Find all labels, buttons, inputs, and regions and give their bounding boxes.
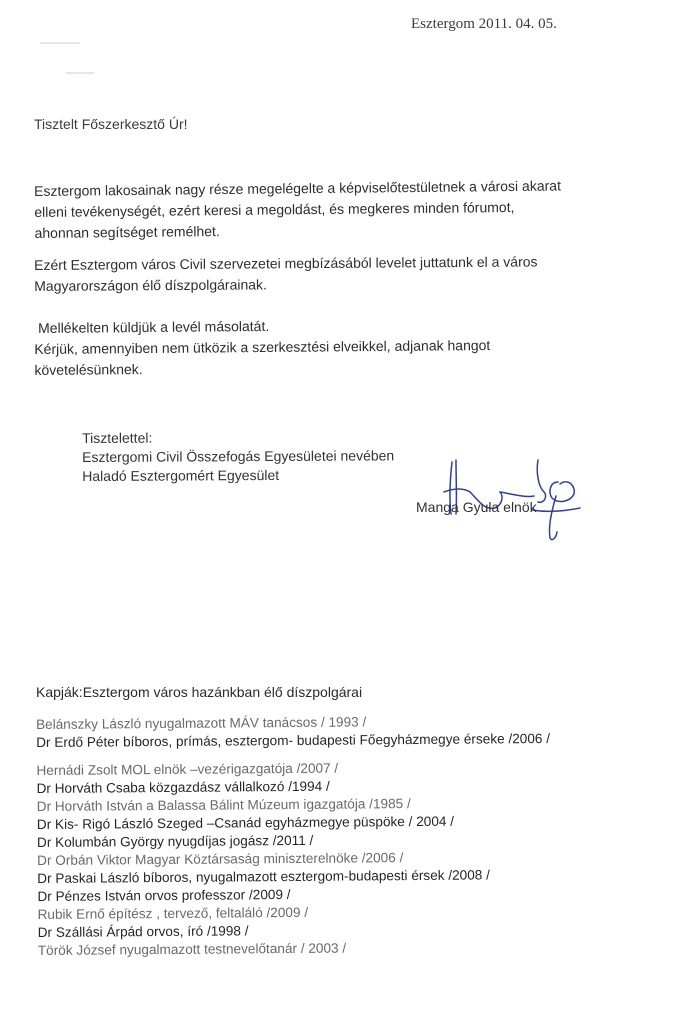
paragraph-line: követelésünknek. <box>34 361 143 378</box>
list-item: Rubik Ernő építész , tervező, feltaláló /2009 / <box>37 904 309 922</box>
paragraph-line: Magyarországon élő díszpolgárainak. <box>34 276 267 294</box>
list-item: Dr Horváth István a Balassa Bálint Múzeum igazgatója /1985 / <box>36 796 411 814</box>
list-item: Dr Kis- Rigó László Szeged –Csanád egyházmegye püspöke / 2004 / <box>36 813 455 832</box>
closing-line: Esztergomi Civil Összefogás Egyesületei nevében <box>82 447 395 465</box>
list-item: Török József nyugalmazott testnevelőtanár / 2003 / <box>37 940 347 958</box>
list-item: Dr Orbán Viktor Magyar Köztársaság miniszterelnöke /2006 / <box>37 850 404 868</box>
list-item: Dr Erdő Péter bíboros, prímás, esztergom- budapesti Főegyházmegye érseke /2006 / <box>36 730 551 750</box>
closing-line: Haladó Esztergomért Egyesület <box>82 466 280 484</box>
paragraph-line: ahonnan segítséget remélhet. <box>34 223 220 241</box>
paragraph-line: Kérjük, amennyiben nem ütközik a szerkesztési elveikkel, adjanak hangot <box>34 337 491 357</box>
closing-block <box>82 427 394 486</box>
recipients-heading: Kapják:Esztergom város hazánkban élő díszpolgárai <box>36 684 363 700</box>
list-item: Belánszky László nyugalmazott MÁV tanácsos / 1993 / <box>36 714 367 732</box>
signer-name: Manga Gyula elnök <box>416 499 537 515</box>
paragraph-line: elleni tevékenységét, ezért keresi a megoldást, és megkeres minden fórumot, <box>34 198 515 220</box>
recipients-list <box>36 712 552 960</box>
scan-artifact <box>66 72 94 74</box>
handwritten-signature <box>440 452 590 544</box>
list-item: Dr Horváth Csaba közgazdász vállalkozó /1994 / <box>36 778 330 796</box>
list-item: Hernádi Zsolt MOL elnök –vezérigazgatója /2007 / <box>36 760 339 778</box>
list-item: Dr Pénzes István orvos professzor /2009 / <box>37 887 291 904</box>
list-item: Dr Kolumbán György nyugdíjas jogász /2011 / <box>36 832 314 850</box>
body-paragraph-1 <box>34 175 561 244</box>
list-item: Dr Paskai László bíboros, nyugalmazott esztergom-budapesti érsek /2008 / <box>37 867 490 886</box>
list-item: Dr Szállási Árpád orvos, író /1998 / <box>37 923 249 940</box>
body-paragraph-3 <box>34 314 491 381</box>
body-paragraph-2 <box>34 251 538 297</box>
paragraph-line: Ezért Esztergom város Civil szervezetei megbízásából levelet juttatunk el a város <box>34 253 538 273</box>
paragraph-line: Esztergom lakosainak nagy része megelégelte a képviselőtestületnek a városi akarat <box>34 177 562 199</box>
scan-artifact <box>40 42 80 44</box>
salutation: Tisztelt Főszerkesztő Úr! <box>34 116 188 132</box>
closing-line: Tisztelettel: <box>82 429 153 446</box>
paragraph-line: Mellékelten küldjük a levél másolatát. <box>38 317 270 336</box>
letter-date: Esztergom 2011. 04. 05. <box>411 16 557 32</box>
